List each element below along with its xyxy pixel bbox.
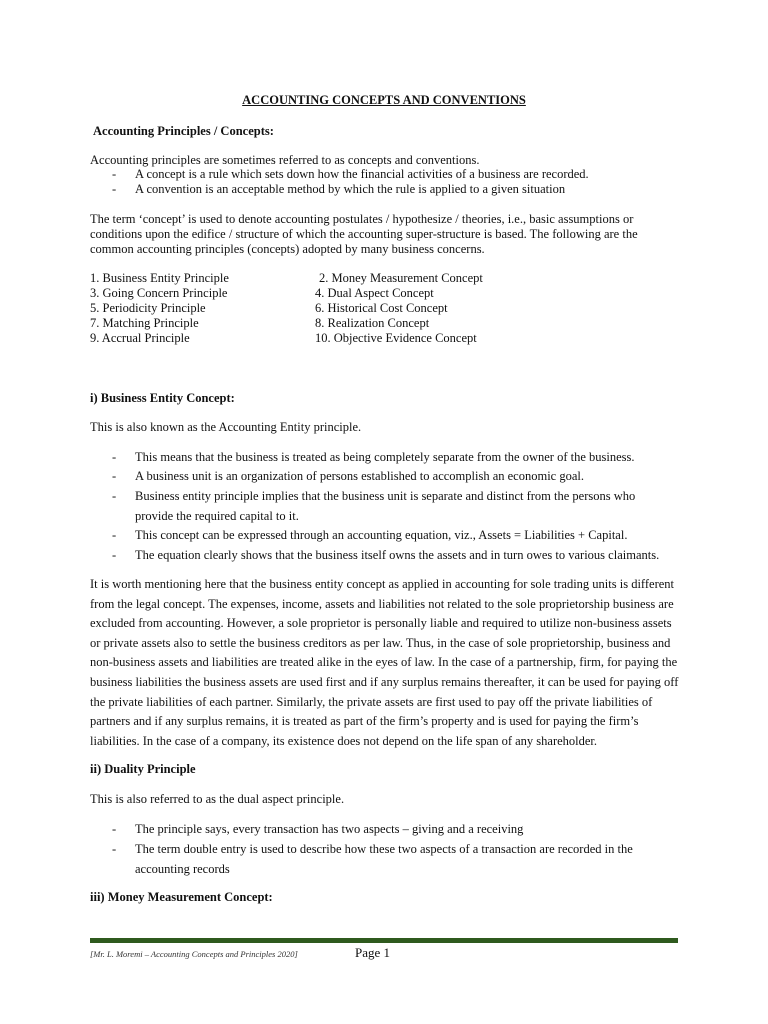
entity-point: A business unit is an organization of persons established to accomplish an economic goal. (135, 469, 584, 483)
section-intro: This is also referred to as the dual aspect principle. (90, 792, 345, 806)
bullet-dash: - (112, 548, 117, 562)
bullet-dash: - (112, 528, 117, 542)
principle-item: 7. Matching Principle (90, 316, 199, 330)
duality-point: The term double entry is used to describe how these two aspects of a transaction are recorded in the accounting records (135, 842, 633, 876)
entity-point: This concept can be expressed through an accounting equation, viz., Assets = Liabilities + Capital. (135, 528, 628, 542)
intro-point: A concept is a rule which sets down how the financial activities of a business are recorded. (135, 167, 589, 181)
entity-point: The equation clearly shows that the business itself owns the assets and in turn owes to various claimants. (135, 548, 660, 562)
bullet-dash: - (112, 469, 117, 483)
intro-text: Accounting principles are sometimes referred to as concepts and conventions. (90, 153, 480, 167)
bullet-dash: - (112, 182, 117, 196)
section-subtitle: Accounting Principles / Concepts: (93, 124, 274, 138)
principle-item: 8. Realization Concept (315, 316, 430, 330)
document-title: ACCOUNTING CONCEPTS AND CONVENTIONS (242, 93, 526, 107)
principle-item: 9. Accrual Principle (90, 331, 190, 345)
intro-point: A convention is an acceptable method by which the rule is applied to a given situation (135, 182, 566, 196)
entity-paragraph: It is worth mentioning here that the business entity concept as applied in accounting for sole trading units is different from the legal concept. The expenses, income, assets and liabilities not related to the sole proprietorship business are excluded from accounting. However, a sole proprietor is personally liable and required to utilize non-business assets or private assets also to settle the business creditors as per law. Thus, in the case of sole proprietorship, business and non-business assets and liabilities are treated alike in the eyes of law. In the case of a partnership, firm, for paying the business liabilities the business assets are used first and if any surplus remains thereafter, it can be used for paying off the private liabilities of each partner. Similarly, the private assets are first used to pay off the private liabilities of partners and if any surplus remains, it is treated as part of the firm’s property and is used for paying the firm’s liabilities. In the case of a company, its existence does not depend on the life span of any shareholder. (90, 577, 679, 748)
bullet-dash: - (112, 167, 117, 181)
principle-item: 6. Historical Cost Concept (315, 301, 448, 315)
section-heading: i) Business Entity Concept: (90, 391, 235, 405)
page-number: Page 1 (355, 945, 391, 960)
entity-point: Business entity principle implies that the business unit is separate and distinct from the persons who provide the required capital to it. (135, 489, 636, 523)
principle-item: 5. Periodicity Principle (90, 301, 206, 315)
footer-note: [Mr. L. Moremi – Accounting Concepts and Principles 2020] (90, 949, 298, 959)
section-intro: This is also known as the Accounting Entity principle. (90, 420, 362, 434)
bullet-dash: - (112, 489, 117, 503)
section-heading: iii) Money Measurement Concept: (90, 890, 273, 904)
bullet-dash: - (112, 450, 117, 464)
principle-item: 4. Dual Aspect Concept (315, 286, 434, 300)
bullet-dash: - (112, 822, 117, 836)
entity-point: This means that the business is treated as being completely separate from the owner of the business. (135, 450, 635, 464)
section-heading: ii) Duality Principle (90, 762, 196, 776)
footer-divider (90, 938, 678, 943)
principle-item: 1. Business Entity Principle (90, 271, 229, 285)
principle-item: 2. Money Measurement Concept (319, 271, 483, 285)
bullet-dash: - (112, 842, 117, 856)
principle-item: 3. Going Concern Principle (90, 286, 228, 300)
principle-item: 10. Objective Evidence Concept (315, 331, 477, 345)
duality-point: The principle says, every transaction has two aspects – giving and a receiving (135, 822, 524, 836)
concept-paragraph: The term ‘concept’ is used to denote accounting postulates / hypothesize / theories, i.e., basic assumptions or conditions upon the edifice / structure of which the accounting super-structure is based. The following are the common accounting principles (concepts) adopted by many business concerns. (90, 212, 638, 256)
